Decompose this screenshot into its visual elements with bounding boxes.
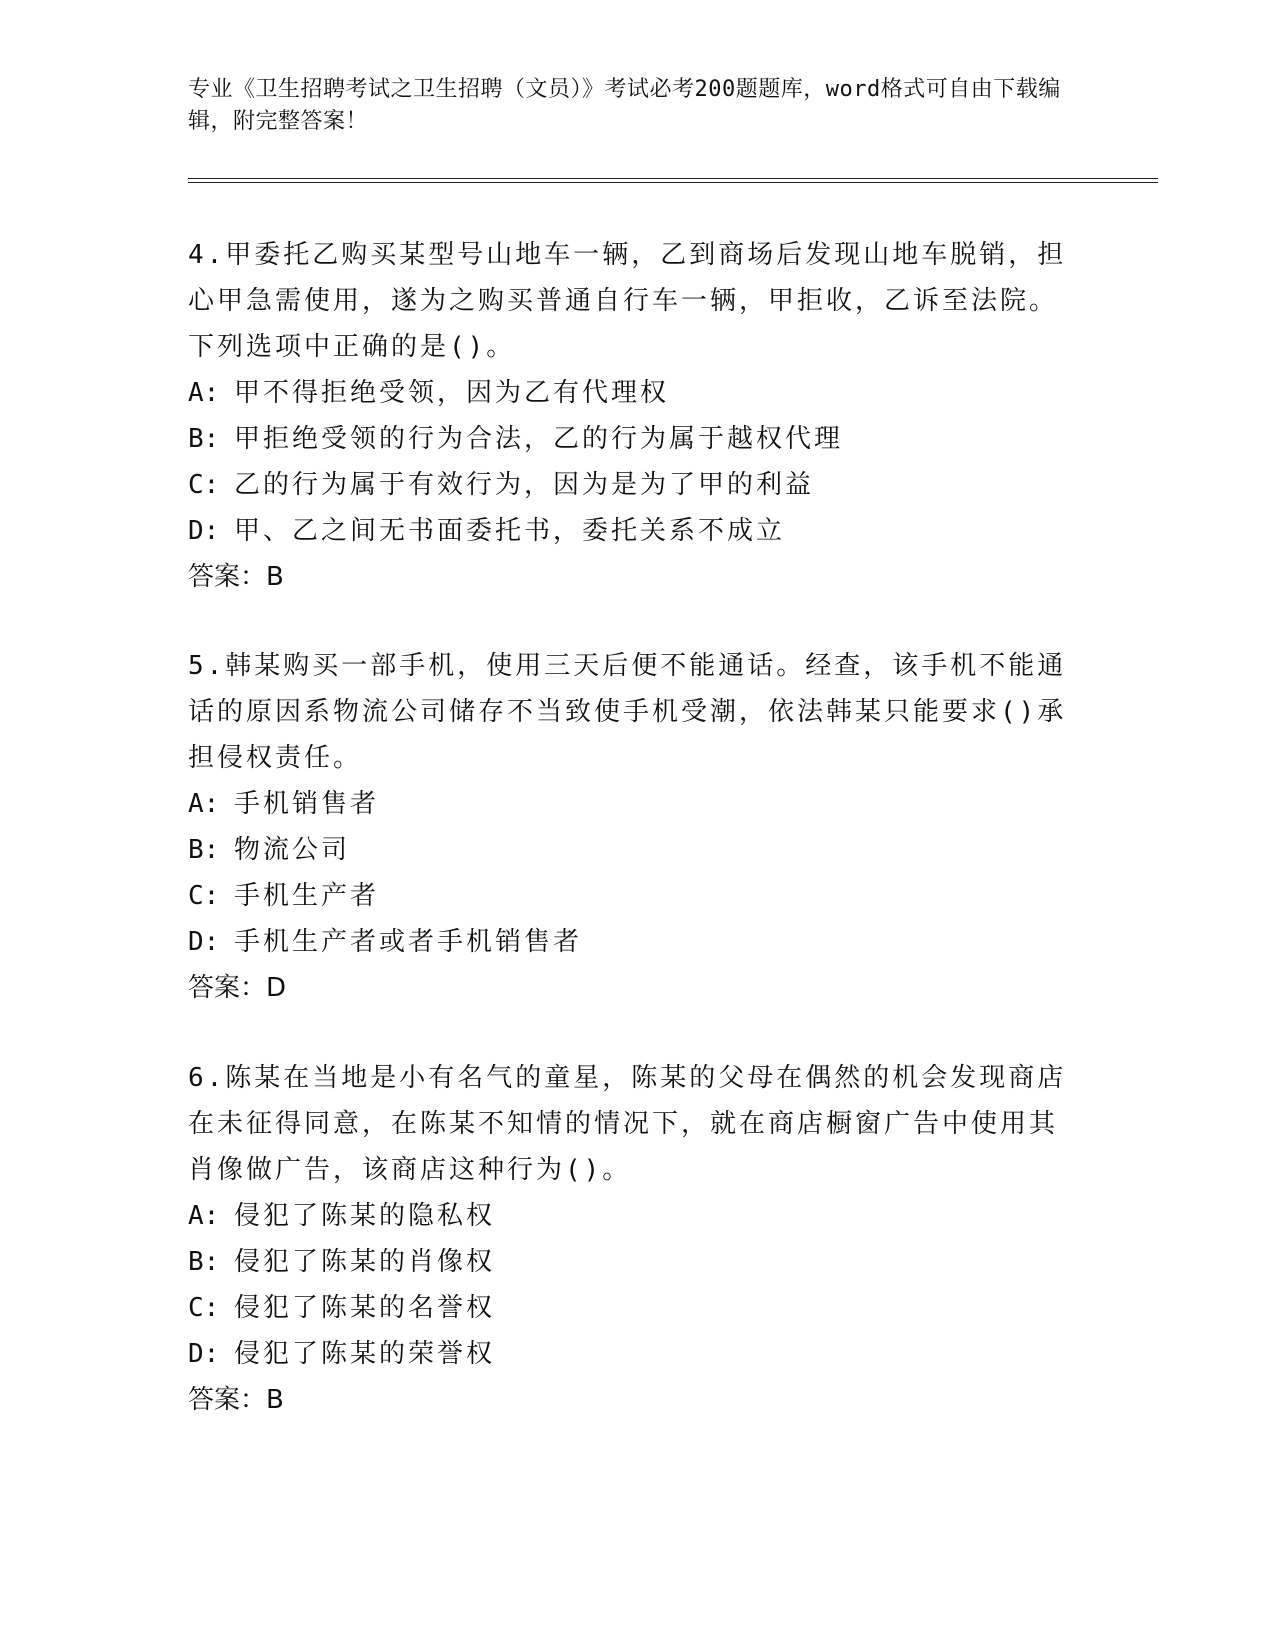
question-stem: 4.甲委托乙购买某型号山地车一辆，乙到商场后发现山地车脱销，担心甲急需使用，遂为之购买普通自行车一辆，甲拒收，乙诉至法院。下列选项中正确的是()。 bbox=[188, 240, 1067, 362]
option-b bbox=[188, 827, 1068, 873]
option-key: A: bbox=[188, 789, 220, 819]
option-text: 侵犯了陈某的肖像权 bbox=[234, 1247, 496, 1277]
option-b bbox=[188, 1239, 1068, 1285]
option-text: 甲、乙之间无书面委托书，委托关系不成立 bbox=[234, 516, 786, 546]
answer-line: 答案：D bbox=[188, 973, 287, 1003]
question-block bbox=[188, 232, 1068, 600]
option-key: B: bbox=[188, 424, 220, 454]
option-key: A: bbox=[188, 1201, 220, 1231]
option-text: 侵犯了陈某的名誉权 bbox=[234, 1293, 496, 1323]
option-d bbox=[188, 1331, 1068, 1377]
option-c bbox=[188, 873, 1068, 919]
question-block bbox=[188, 643, 1068, 1011]
option-text: 手机销售者 bbox=[234, 789, 380, 819]
option-key: B: bbox=[188, 835, 220, 865]
option-key: D: bbox=[188, 1339, 220, 1369]
option-key: C: bbox=[188, 1293, 220, 1323]
option-text: 手机生产者或者手机销售者 bbox=[234, 927, 583, 957]
option-a bbox=[188, 1193, 1068, 1239]
header-divider-top bbox=[188, 178, 1158, 179]
option-a bbox=[188, 781, 1068, 827]
question-stem: 5.韩某购买一部手机，使用三天后便不能通话。经查，该手机不能通话的原因系物流公司储存不当致使手机受潮，依法韩某只能要求()承担侵权责任。 bbox=[188, 651, 1067, 773]
option-c bbox=[188, 1285, 1068, 1331]
option-text: 物流公司 bbox=[234, 835, 351, 865]
option-d bbox=[188, 919, 1068, 965]
answer-line: 答案：B bbox=[188, 1385, 284, 1415]
option-a bbox=[188, 370, 1068, 416]
option-text: 甲不得拒绝受领，因为乙有代理权 bbox=[234, 378, 670, 408]
question-block bbox=[188, 1055, 1068, 1423]
option-text: 侵犯了陈某的荣誉权 bbox=[234, 1339, 496, 1369]
option-key: D: bbox=[188, 927, 220, 957]
option-c bbox=[188, 462, 1068, 508]
option-key: A: bbox=[188, 378, 220, 408]
option-text: 手机生产者 bbox=[234, 881, 380, 911]
option-key: C: bbox=[188, 881, 220, 911]
option-b bbox=[188, 416, 1068, 462]
option-text: 甲拒绝受领的行为合法，乙的行为属于越权代理 bbox=[234, 424, 844, 454]
header-divider-bottom bbox=[188, 182, 1158, 183]
option-text: 侵犯了陈某的隐私权 bbox=[234, 1201, 496, 1231]
document-header: 专业《卫生招聘考试之卫生招聘（文员）》考试必考200题题库，word格式可自由下载编辑，附完整答案！ bbox=[188, 77, 1061, 134]
option-key: D: bbox=[188, 516, 220, 546]
option-text: 乙的行为属于有效行为，因为是为了甲的利益 bbox=[234, 470, 815, 500]
option-key: C: bbox=[188, 470, 220, 500]
question-stem: 6.陈某在当地是小有名气的童星，陈某的父母在偶然的机会发现商店在未征得同意，在陈某不知情的情况下，就在商店橱窗广告中使用其肖像做广告，该商店这种行为()。 bbox=[188, 1063, 1067, 1185]
option-key: B: bbox=[188, 1247, 220, 1277]
answer-line: 答案：B bbox=[188, 562, 284, 592]
option-d bbox=[188, 508, 1068, 554]
